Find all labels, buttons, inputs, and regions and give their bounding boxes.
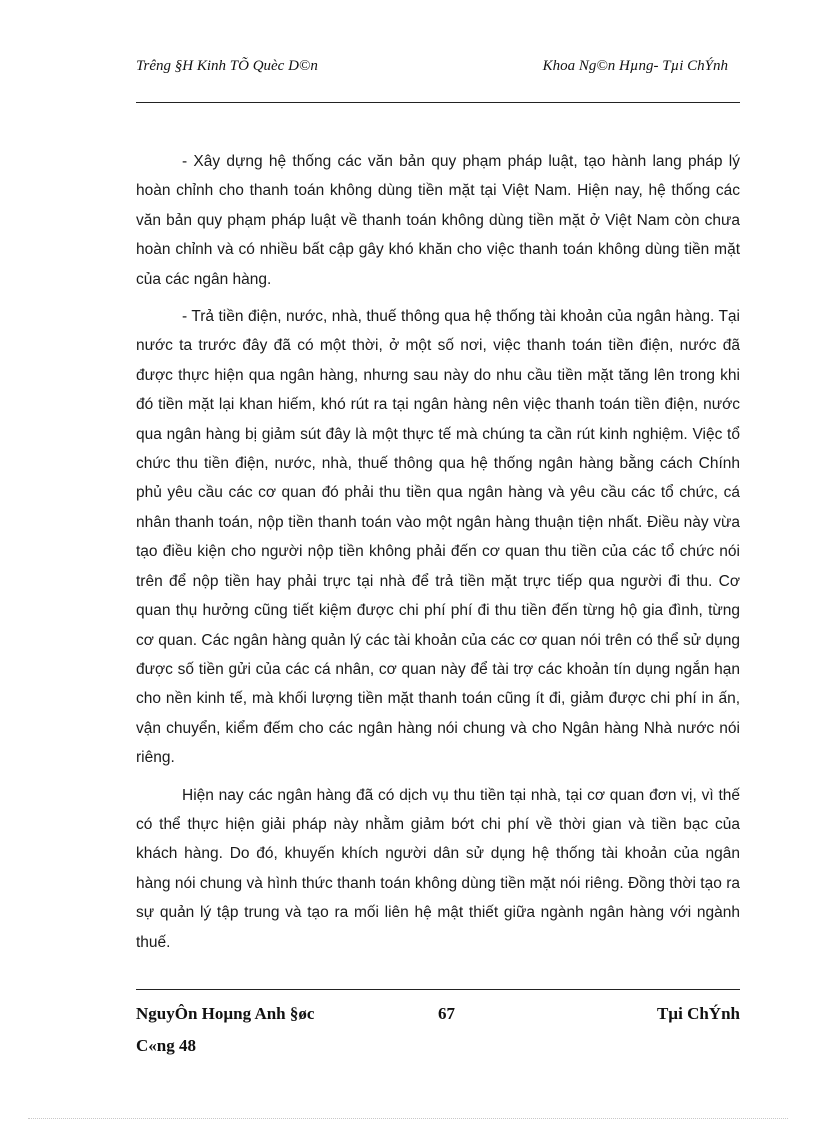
footer-author: NguyÔn Hoµng Anh §øc	[136, 1004, 315, 1023]
header-faculty: Khoa Ng©n Hµng- Tµi ChÝnh	[542, 58, 728, 74]
paragraph-utility-payments: - Trả tiền điện, nước, nhà, thuế thông qua hệ thống tài khoản của ngân hàng. Tại nước ta trước đây đã có một thời, ở một số nơi, việc thanh toán tiền điện, nước đã được thực hiện qua ngân hàng, nhưng sau này do nhu cầu tiền mặt tăng lên trong khi đó tiền mặt lại khan hiếm, khó rút ra tại ngân hàng nên việc thanh toán tiền điện, nước qua ngân hàng bị giảm sút đây là một thực tế mà chúng ta cần rút kinh nghiệm. Việc tổ chức thu tiền điện, nước, nhà, thuế thông qua hệ thống ngân hàng bằng cách Chính phủ yêu cầu các cơ quan đó phải thu tiền qua ngân hàng và yêu cầu các tổ chức, cá nhân thanh toán, nộp tiền thanh toán vào một ngân hàng thuận tiện nhất. Điều này vừa tạo điều kiện cho người nộp tiền không phải đến cơ quan thu tiền của các tổ chức nói trên để nộp tiền hay phải trực tại nhà để trả tiền mặt trực tiếp qua người đi thu. Cơ quan thụ hưởng cũng tiết kiệm được chi phí phí đi thu tiền đến từng hộ gia đình, từng cơ quan. Các ngân hàng quản lý các tài khoản của các cơ quan nói trên có thể sử dụng được số tiền gửi của các cá nhân, cơ quan này để tài trợ các khoản tín dụng ngắn hạn cho nền kinh tế, mà khối lượng tiền mặt thanh toán cũng ít đi, giảm được chi phí in ấn, vận chuyển, kiểm đếm cho các ngân hàng nói chung và cho Ngân hàng Nhà nước nói riêng.	[136, 308, 740, 767]
page-header	[136, 58, 740, 80]
header-rule	[136, 102, 740, 103]
header-university: Trêng §H Kinh TÕ Quèc D©n	[136, 58, 318, 74]
footer-rule	[136, 989, 740, 990]
paragraph-legal-framework: - Xây dựng hệ thống các văn bản quy phạm pháp luật, tạo hành lang pháp lý hoàn chỉnh cho thanh toán không dùng tiền mặt tại Việt Nam. Hiện nay, hệ thống các văn bản quy phạm pháp luật về thanh toán không dùng tiền mặt ở Việt Nam còn chưa hoàn chỉnh và có nhiều bất cập gây khó khăn cho việc thanh toán không dùng tiền mặt của các ngân hàng.	[136, 153, 740, 288]
footer-class: C«ng 48	[136, 1036, 196, 1055]
footer-department: Tµi ChÝnh	[656, 1004, 740, 1023]
document-body	[136, 147, 740, 965]
page-edge-dotted-line	[28, 1118, 788, 1119]
page-number: 67	[438, 1004, 455, 1023]
paragraph-home-collection: Hiện nay các ngân hàng đã có dịch vụ thu tiền tại nhà, tại cơ quan đơn vị, vì thế có thể thực hiện giải pháp này nhằm giảm bớt chi phí về thời gian và tiền bạc của khách hàng. Do đó, khuyến khích người dân sử dụng hệ thống tài khoản của ngân hàng nói chung và hình thức thanh toán không dùng tiền mặt nói riêng. Đồng thời tạo ra sự quản lý tập trung và tạo ra mối liên hệ mật thiết giữa ngành ngân hàng với ngành thuế.	[136, 786, 740, 951]
